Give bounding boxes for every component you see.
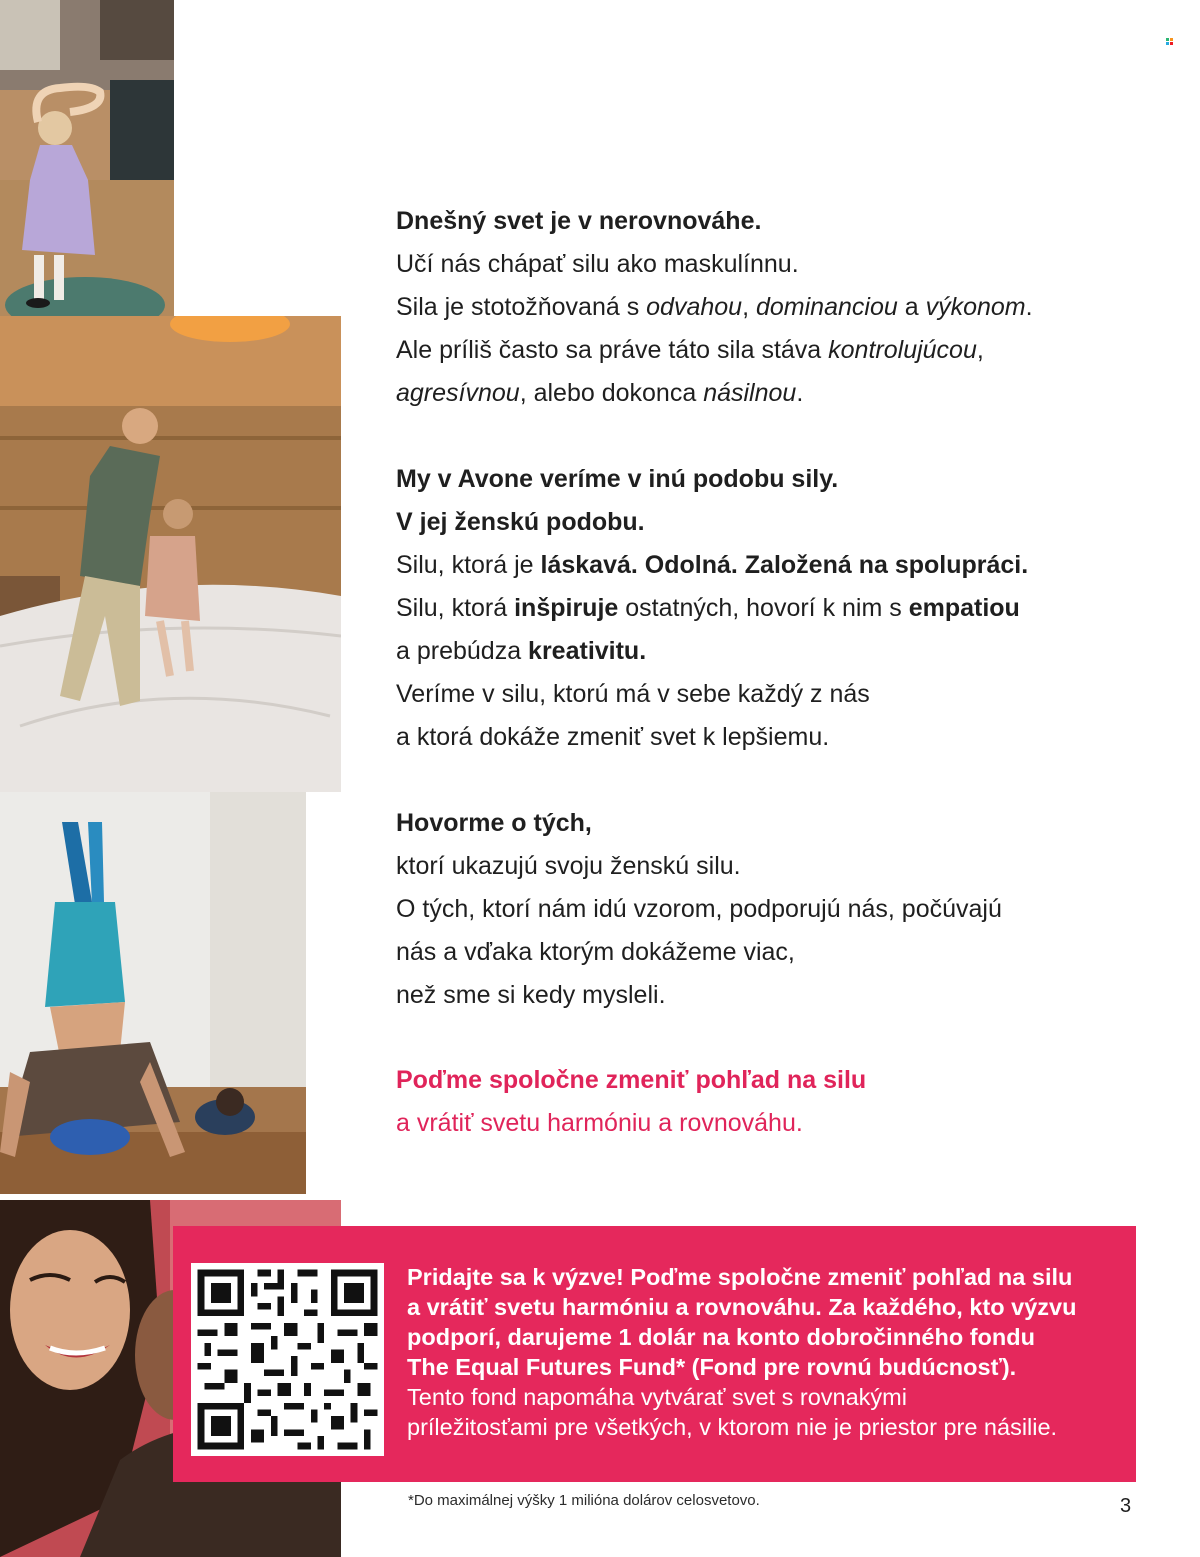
photo-father-child-bed — [0, 316, 341, 792]
page-number: 3 — [1120, 1495, 1132, 1517]
call-to-change-paragraph — [396, 1059, 1166, 1145]
intro-line: Sila je stotožňovaná s odvahou, dominanciou a výkonom. — [396, 293, 1033, 321]
qr-code[interactable] — [191, 1263, 384, 1456]
role-models-line: než sme si kedy mysleli. — [396, 981, 666, 1009]
belief-heading: My v Avone veríme v inú podobu sily. — [396, 465, 839, 493]
role-models-heading: Hovorme o tých, — [396, 809, 592, 837]
role-models-line: ktorí ukazujú svoju ženskú silu. — [396, 852, 741, 880]
belief-line: a ktorá dokáže zmeniť svet k lepšiemu. — [396, 723, 830, 751]
belief-line: Veríme v silu, ktorú má v sebe každý z nás — [396, 680, 870, 708]
challenge-line: The Equal Futures Fund* (Fond pre rovnú budúcnosť). — [407, 1354, 1017, 1380]
intro-paragraph — [396, 200, 1166, 415]
footnote: *Do maximálnej výšky 1 milióna dolárov celosvetovo. — [408, 1492, 760, 1509]
challenge-line: podporí, darujeme 1 dolár na konto dobročinného fondu — [407, 1324, 1035, 1350]
belief-subheading: V jej ženskú podobu. — [396, 508, 645, 536]
belief-line: Silu, ktorá je láskavá. Odolná. Založená na spolupráci. — [396, 551, 1029, 579]
call-to-change-heading: Poďme spoločne zmeniť pohľad na silu — [396, 1066, 867, 1094]
challenge-line: príležitosťami pre všetkých, v ktorom nie je priestor pre násilie. — [407, 1414, 1058, 1440]
role-models-line: O tých, ktorí nám idú vzorom, podporujú nás, počúvajú — [396, 895, 1002, 923]
challenge-line: a vrátiť svetu harmóniu a rovnováhu. Za každého, kto výzvu — [407, 1294, 1077, 1320]
role-models-paragraph — [396, 802, 1166, 1017]
avon-belief-paragraph — [396, 458, 1166, 759]
role-models-line: nás a vďaka ktorým dokážeme viac, — [396, 938, 795, 966]
challenge-banner — [173, 1226, 1136, 1482]
challenge-line: Tento fond napomáha vytvárať svet s rovnakými — [407, 1384, 907, 1410]
photo-girl-dancing — [0, 0, 174, 352]
intro-heading: Dnešný svet je v nerovnováhe. — [396, 207, 762, 235]
belief-line: a prebúdza kreativitu. — [396, 637, 647, 665]
intro-line: Učí nás chápať silu ako maskulínnu. — [396, 250, 799, 278]
belief-line: Silu, ktorá inšpiruje ostatných, hovorí k nim s empatiou — [396, 594, 1020, 622]
challenge-text — [407, 1262, 1127, 1442]
challenge-line: Pridajte sa k výzve! Poďme spoločne zmeniť pohľad na silu — [407, 1264, 1073, 1290]
intro-line: agresívnou, alebo dokonca násilnou. — [396, 379, 804, 407]
intro-line: Ale príliš často sa práve táto sila stáva kontrolujúcou, — [396, 336, 984, 364]
call-to-change-line: a vrátiť svetu harmóniu a rovnováhu. — [396, 1109, 803, 1137]
photo-woman-yoga — [0, 792, 306, 1194]
color-mark-icon — [1166, 33, 1176, 41]
